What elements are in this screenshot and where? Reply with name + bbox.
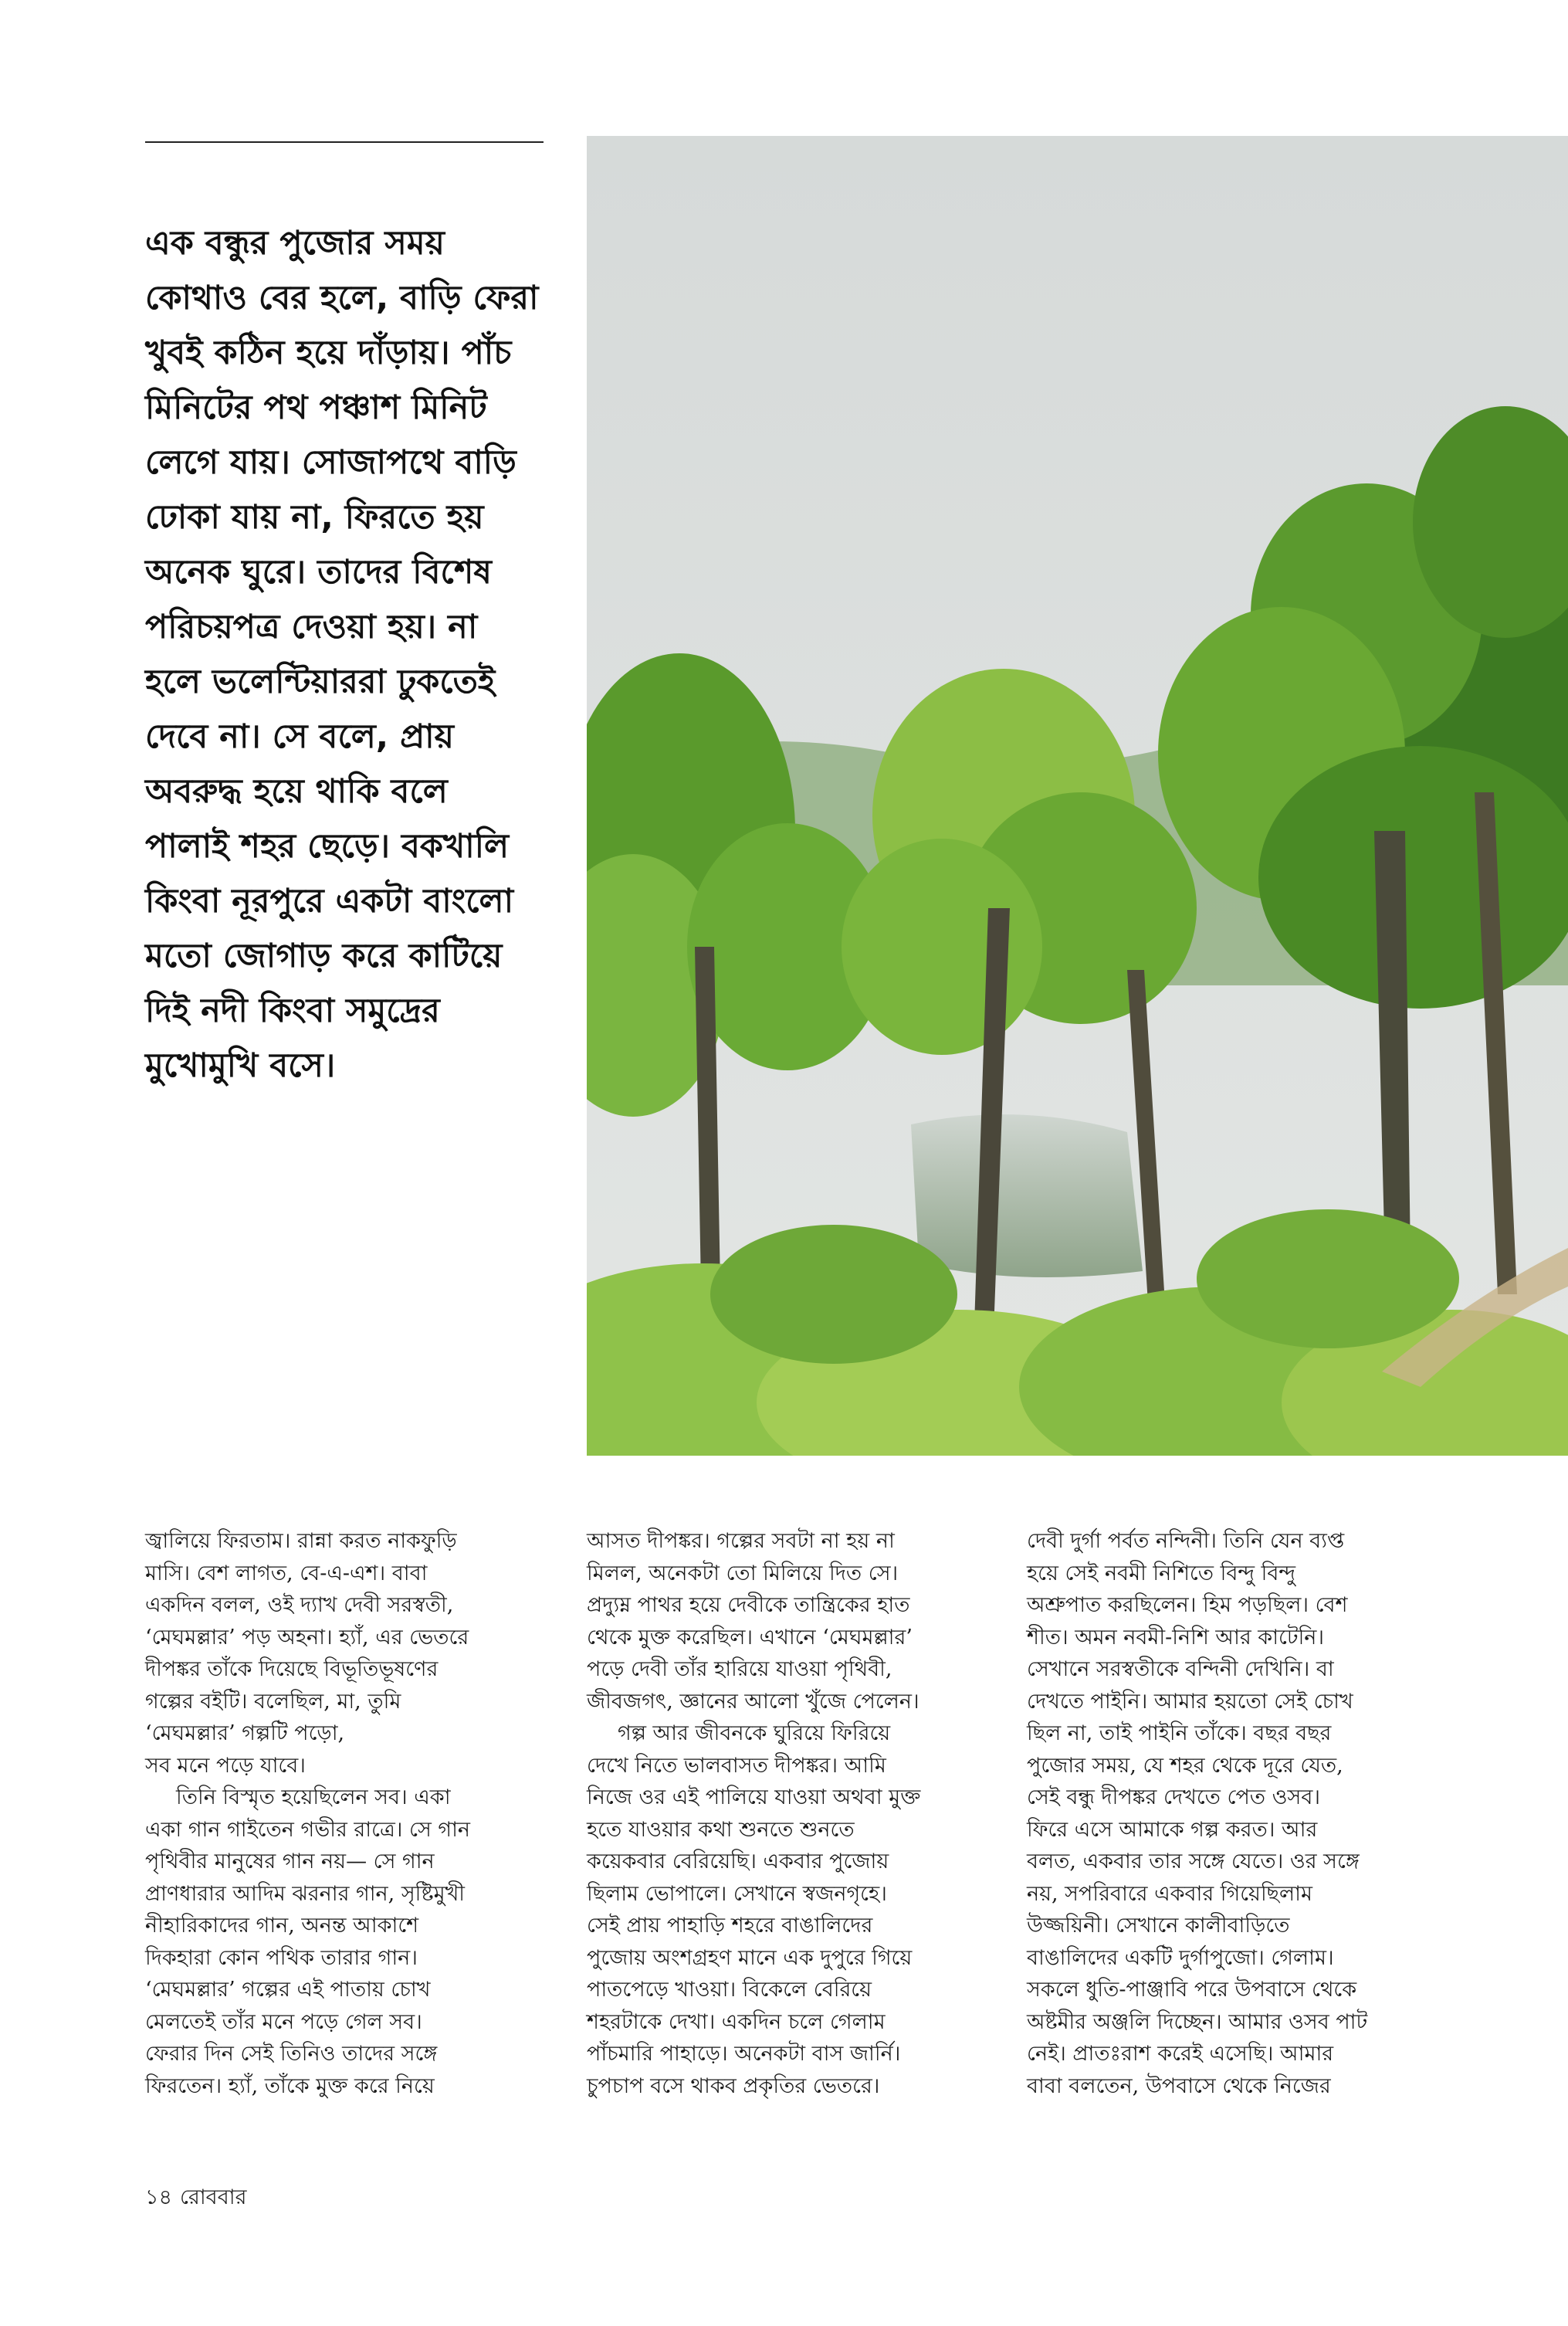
body-line: একদিন বলল, ওই দ্যাখ দেবী সরস্বতী, <box>145 1593 454 1617</box>
pull-quote-line: মিনিটের পথ পঞ্চাশ মিনিট <box>145 388 487 427</box>
body-line: ‘মেঘমল্লার’ গল্পটি পড়ো, <box>145 1721 345 1745</box>
body-line: প্রাণধারার আদিম ঝরনার গান, সৃষ্টিমুখী <box>145 1881 466 1906</box>
body-line: হয়ে সেই নবমী নিশিতে বিন্দু বিন্দু <box>1027 1561 1296 1585</box>
body-line: ছিল না, তাই পাইনি তাঁকে। বছর বছর <box>1027 1721 1332 1745</box>
pull-quote-line: হলে ভলেন্টিয়াররা ঢুকতেই <box>145 663 496 701</box>
body-line: ‘মেঘমল্লার’ গল্পের এই পাতায় চোখ <box>145 1978 431 2002</box>
body-line: পড়ে দেবী তাঁর হারিয়ে যাওয়া পৃথিবী, <box>587 1657 892 1681</box>
body-line: দীপঙ্কর তাঁকে দিয়েছে বিভূতিভূষণের <box>145 1657 439 1681</box>
body-line: নয়, সপরিবারে একবার গিয়েছিলাম <box>1027 1881 1312 1906</box>
body-line: গল্পের বইটি। বলেছিল, মা, তুমি <box>145 1689 401 1714</box>
pull-quote-line: দিই নদী কিংবা সমুদ্রের <box>145 992 440 1030</box>
body-line: নীহারিকাদের গান, অনন্ত আকাশে <box>145 1914 419 1938</box>
top-rule <box>145 141 544 143</box>
pond <box>911 1114 1143 1277</box>
pull-quote-line: মুখোমুখি বসে। <box>145 1046 336 1085</box>
pull-quote-line: ঢোকা যায় না, ফিরতে হয় <box>145 498 484 537</box>
body-line: নিজে ওর এই পালিয়ে যাওয়া অথবা মুক্ত <box>587 1785 921 1809</box>
body-line: পাঁচমারি পাহাড়ে। অনেকটা বাস জার্নি। <box>587 2042 901 2066</box>
body-line: কয়েকবার বেরিয়েছি। একবার পুজোয় <box>587 1850 889 1873</box>
body-line: মিলল, অনেকটা তো মিলিয়ে দিত সে। <box>587 1561 899 1585</box>
pull-quote-line: অবরুদ্ধ হয়ে থাকি বলে <box>145 772 448 811</box>
body-line: পুজোর সময়, যে শহর থেকে দূরে যেত, <box>1027 1753 1343 1778</box>
body-line: উজ্জয়িনী। সেখানে কালীবাড়িতে <box>1027 1914 1290 1938</box>
body-line: ছিলাম ভোপালে। সেখানে স্বজনগৃহে। <box>587 1881 887 1906</box>
body-line: পাতপেড়ে খাওয়া। বিকেলে বেরিয়ে <box>587 1978 872 2002</box>
pull-quote-line: মতো জোগাড় করে কাটিয়ে <box>145 937 503 975</box>
pull-quote-line: পরিচয়পত্র দেওয়া হয়। না <box>145 608 478 646</box>
body-line: পুজোয় অংশগ্রহণ মানে এক দুপুরে গিয়ে <box>587 1945 913 1970</box>
pull-quote <box>145 216 562 1093</box>
page-footer <box>145 2182 254 2216</box>
body-line: দেবী দুর্গা পর্বত নন্দিনী। তিনি যেন ব্যপ্ত <box>1027 1529 1345 1553</box>
page-number: ১৪ <box>145 2185 173 2209</box>
body-line: অশ্রুপাত করছিলেন। হিম পড়ছিল। বেশ <box>1027 1593 1348 1617</box>
pull-quote-line: কোথাও বের হলে, বাড়ি ফেরা <box>145 279 539 317</box>
body-line: তিনি বিস্মৃত হয়েছিলেন সব। একা <box>176 1785 451 1809</box>
body-line: সব মনে পড়ে যাবে। <box>145 1753 306 1778</box>
body-line: জ্বালিয়ে ফিরতাম। রান্না করত নাকফুড়ি <box>145 1529 457 1553</box>
body-line: আসত দীপঙ্কর। গল্পের সবটা না হয় না <box>587 1529 895 1553</box>
pull-quote-line: দেবে না। সে বলে, প্রায় <box>145 717 454 756</box>
body-line: পৃথিবীর মানুষের গান নয়— সে গান <box>145 1850 435 1873</box>
body-line: দেখে নিতে ভালবাসত দীপঙ্কর। আমি <box>587 1753 886 1778</box>
body-line: শহরটাকে দেখা। একদিন চলে গেলাম <box>587 2009 886 2034</box>
body-line: নেই। প্রাতঃরাশ করেই এসেছি। আমার <box>1027 2042 1334 2066</box>
body-line: ফিরতেন। হ্যাঁ, তাঁকে মুক্ত করে নিয়ে <box>145 2073 435 2098</box>
body-line: মাসি। বেশ লাগত, বে-এ-এশ। বাবা <box>145 1561 428 1585</box>
body-line: সেই বন্ধু দীপঙ্কর দেখতে পেত ওসব। <box>1027 1785 1321 1809</box>
column-1 <box>145 1525 547 2102</box>
forest-photo <box>587 136 1568 1456</box>
body-line: ফেরার দিন সেই তিনিও তাদের সঙ্গে <box>145 2042 438 2066</box>
body-line: থেকে মুক্ত করেছিল। এখানে ‘মেঘমল্লার’ <box>587 1625 913 1650</box>
body-line: সকলে ধুতি-পাঞ্জাবি পরে উপবাসে থেকে <box>1027 1978 1357 2002</box>
body-line: বাঙালিদের একটি দুর্গাপুজো। গেলাম। <box>1027 1945 1334 1970</box>
body-line: হতে যাওয়ার কথা শুনতে শুনতে <box>587 1817 855 1842</box>
pull-quote-line: এক বন্ধুর পুজোর সময় <box>145 224 445 263</box>
pull-quote-line: অনেক ঘুরে। তাদের বিশেষ <box>145 553 492 592</box>
body-line: বাবা বলতেন, উপবাসে থেকে নিজের <box>1027 2073 1331 2098</box>
body-line: সেই প্রায় পাহাড়ি শহরে বাঙালিদের <box>587 1914 873 1938</box>
pull-quote-line: লেগে যায়। সোজাপথে বাড়ি <box>145 443 516 482</box>
pull-quote-line: খুবই কঠিন হয়ে দাঁড়ায়। পাঁচ <box>145 334 512 372</box>
body-line: একা গান গাইতেন গভীর রাত্রে। সে গান <box>145 1817 471 1842</box>
body-line: গল্প আর জীবনকে ঘুরিয়ে ফিরিয়ে <box>618 1721 891 1745</box>
body-line: মেলতেই তাঁর মনে পড়ে গেল সব। <box>145 2009 422 2034</box>
column-3 <box>1027 1525 1428 2102</box>
body-line: চুপচাপ বসে থাকব প্রকৃতির ভেতরে। <box>587 2073 880 2098</box>
pull-quote-line: পালাই শহর ছেড়ে। বকখালি <box>145 827 510 866</box>
body-line: অষ্টমীর অঞ্জলি দিচ্ছেন। আমার ওসব পাট <box>1027 2009 1368 2034</box>
body-line: দেখতে পাইনি। আমার হয়তো সেই চোখ <box>1027 1689 1353 1714</box>
body-line: প্রদ্যুম্ন পাথর হয়ে দেবীকে তান্ত্রিকের হাত <box>587 1593 910 1617</box>
body-line: সেখানে সরস্বতীকে বন্দিনী দেখিনি। বা <box>1027 1657 1334 1681</box>
body-line: বলত, একবার তার সঙ্গে যেতে। ওর সঙ্গে <box>1027 1850 1360 1873</box>
body-line: জীবজগৎ, জ্ঞানের আলো খুঁজে পেলেন। <box>587 1689 919 1714</box>
pull-quote-line: কিংবা নূরপুরে একটা বাংলো <box>145 882 514 921</box>
body-line: ‘মেঘমল্লার’ পড় অহনা। হ্যাঁ, এর ভেতরে <box>145 1625 469 1650</box>
column-2 <box>587 1525 988 2102</box>
forest-illustration <box>587 136 1568 1456</box>
section-name: রোববার <box>180 2185 247 2209</box>
body-line: দিকহারা কোন পথিক তারার গান। <box>145 1945 418 1970</box>
body-line: ফিরে এসে আমাকে গল্প করত। আর <box>1027 1817 1318 1842</box>
body-line: শীত। অমন নবমী-নিশি আর কাটেনি। <box>1027 1625 1325 1650</box>
